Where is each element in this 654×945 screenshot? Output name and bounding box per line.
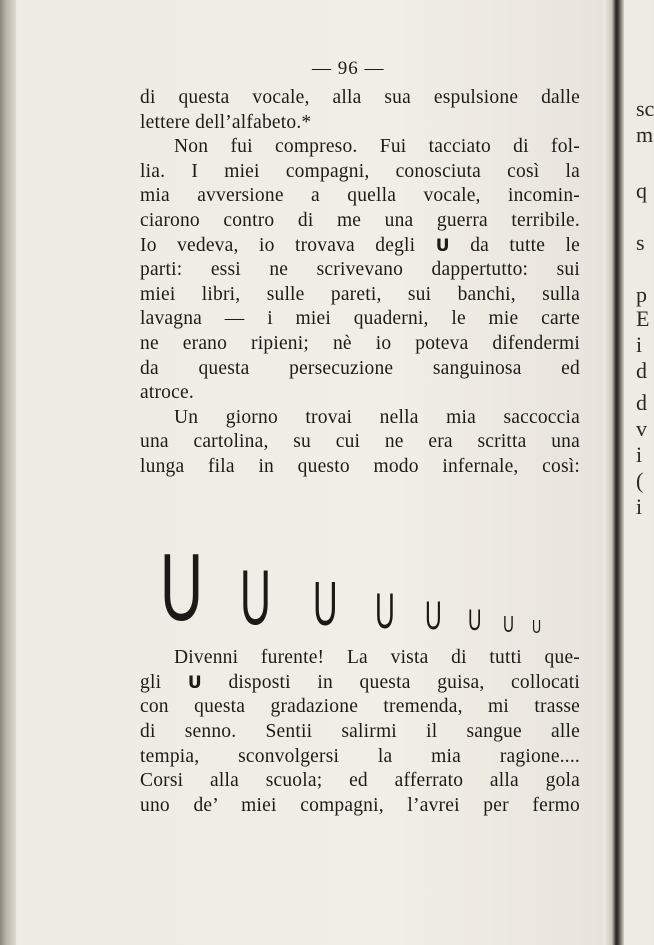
text-fragment: da tutte le — [470, 234, 580, 256]
next-page-fragment: i — [636, 442, 643, 467]
text-line: da questa persecuzione sanguinosa ed — [140, 357, 580, 379]
next-page-fragment: ( — [636, 468, 644, 493]
u-letter: U — [468, 604, 482, 637]
text-line: ne erano ripieni; nè io poteva difendermi — [140, 332, 580, 354]
text-line: uno de’ miei compagni, l’avrei per fermo — [140, 795, 580, 817]
u-letter: U — [425, 594, 442, 638]
next-page-fragment: sc — [636, 96, 654, 121]
text-line: ciarono contro di me una guerra terribile. — [140, 209, 580, 231]
text-line: di senno. Sentii salirmi il sangue alle — [140, 721, 580, 743]
text-fragment: gli — [140, 671, 162, 693]
page-fold — [604, 0, 624, 945]
body-text-upper — [140, 86, 580, 480]
text-line: una cartolina, su cui ne era scritta una — [140, 431, 580, 453]
text-line: Divenni furente! La vista di tutti que- — [174, 647, 580, 668]
u-letter: U — [240, 553, 271, 641]
text-line — [140, 671, 580, 696]
next-page-edge — [624, 0, 652, 945]
text-line: Non fui compreso. Fui tacciato di fol- — [174, 136, 580, 158]
next-page-fragment: i — [636, 332, 643, 357]
next-page-fragment: m — [636, 122, 654, 147]
text-line: Corsi alla scuola; ed afferrato alla gola — [140, 770, 580, 792]
next-page-fragment: d — [636, 358, 647, 383]
u-inline-glyph: U — [435, 235, 450, 256]
text-line: atroce. — [140, 382, 194, 404]
next-page-fragment: E — [636, 306, 650, 331]
body-text-lower — [140, 646, 580, 819]
text-line: miei libri, sulle pareti, sui banchi, sulla — [140, 283, 580, 305]
text-line: Un giorno trovai nella mia saccoccia — [174, 406, 580, 428]
u-letter: U — [503, 611, 514, 637]
text-line: lia. I miei compagni, conosciuta così la — [140, 160, 580, 182]
next-page-fragment: d — [636, 390, 647, 415]
u-letter: U — [160, 534, 203, 641]
text-line: lunga fila in questo modo infernale, così: — [140, 455, 580, 477]
text-line: lavagna — i miei quaderni, le mie carte — [140, 308, 580, 330]
binding-gutter — [0, 0, 16, 945]
text-line: mia avversione a quella vocale, incomin- — [140, 185, 580, 207]
next-page-fragment: i — [636, 494, 643, 519]
text-line: lettere dell’alfabeto.* — [140, 111, 312, 133]
page-number: — 96 — — [312, 58, 385, 79]
next-page-fragment: q — [636, 178, 647, 203]
u-letter: U — [532, 617, 542, 637]
u-inline-glyph: U — [187, 672, 202, 693]
next-page-fragment: s — [636, 230, 645, 255]
text-line: tempia, sconvolgersi la mia ragione.... — [140, 745, 580, 767]
u-letter: U — [313, 570, 338, 639]
u-gradation-row — [160, 534, 580, 641]
text-fragment: Io vedeva, io trovava degli — [140, 234, 416, 256]
text-fragment: disposti in questa guisa, collocati — [228, 671, 580, 693]
next-page-fragment: p — [636, 282, 647, 307]
text-line — [140, 234, 580, 259]
next-page-fragment: v — [636, 416, 647, 441]
text-line: parti: essi ne scrivevano dappertutto: sui — [140, 259, 580, 281]
text-line: di questa vocale, alla sua espulsione dalle — [140, 87, 580, 108]
text-line: con questa gradazione tremenda, mi trasse — [140, 696, 580, 718]
u-letter: U — [375, 583, 395, 639]
